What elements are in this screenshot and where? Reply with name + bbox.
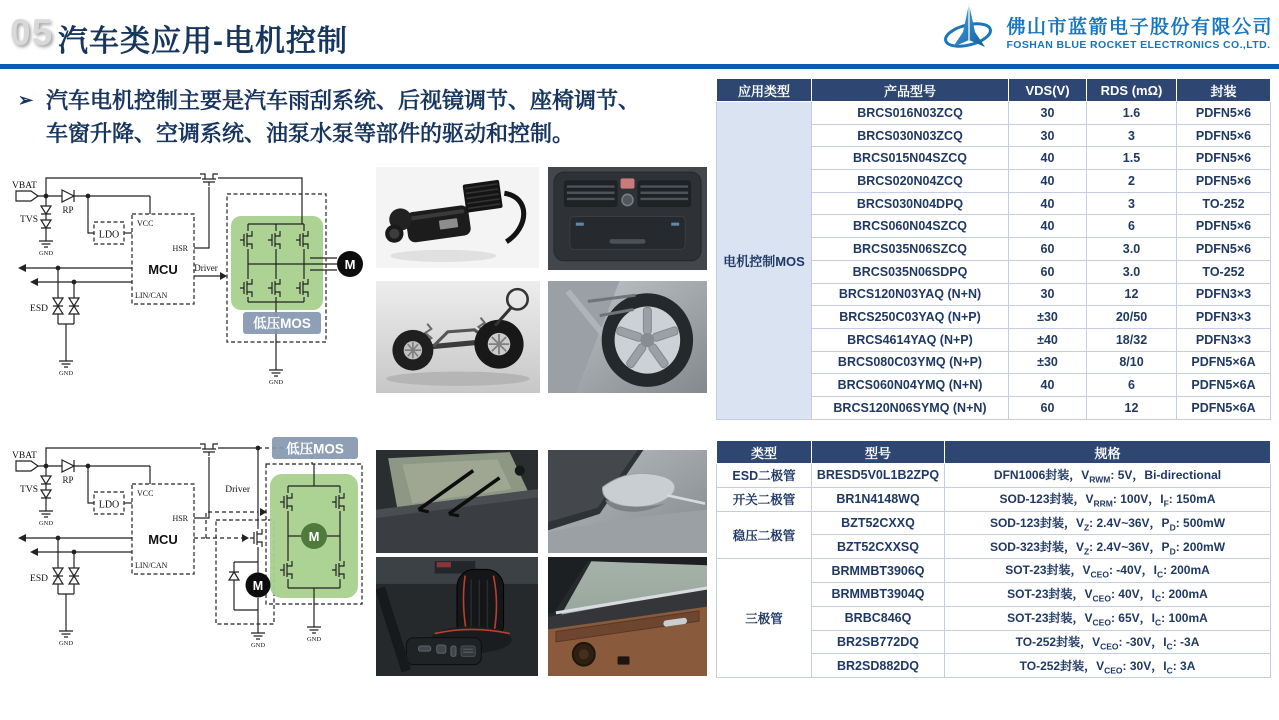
spec-cell: SOD-123封装，$V_Z$: 2.4V~36V，$P_D$: 500mW — [945, 511, 1271, 535]
table-cell: PDFN5×6 — [1177, 170, 1271, 193]
table-cell: TO-252 — [1177, 260, 1271, 283]
spec-cell: SOD-123封装，$V_{RRM}$: 100V，$I_F$: 150mA — [945, 487, 1271, 511]
model-cell: BRESD5V0L1B2ZPQ — [812, 464, 945, 488]
table-cell: BRCS060N04SZCQ — [812, 215, 1009, 238]
model-cell: BZT52CXXSQ — [812, 535, 945, 559]
photo-power-adjustable-seat — [376, 557, 538, 676]
table-row — [717, 511, 1271, 535]
photo-wheel-brake-assembly — [548, 281, 707, 393]
table-cell: BRCS030N03ZCQ — [812, 124, 1009, 147]
table-cell: 40 — [1009, 215, 1087, 238]
table-cell: 1.5 — [1087, 147, 1177, 170]
page-number: 05 — [10, 12, 54, 53]
table-cell: PDFN5×6A — [1177, 374, 1271, 397]
table-cell: 6 — [1087, 215, 1177, 238]
table-row — [717, 487, 1271, 511]
table-cell: 30 — [1009, 124, 1087, 147]
photo-car-chassis-suspension — [376, 281, 540, 393]
column-header: 应用类型 — [717, 79, 812, 102]
intro-line-2: 车窗升降、空调系统、油泵水泵等部件的驱动和控制。 — [46, 121, 575, 146]
spec-cell: SOD-323封装，$V_Z$: 2.4V~36V，$P_D$: 200mW — [945, 535, 1271, 559]
motor-control-3phase-diagram — [10, 162, 370, 426]
comp-table-body — [717, 464, 1271, 678]
gnd-label: GND — [268, 379, 284, 386]
mos-products-table — [716, 78, 1271, 420]
intro-paragraph — [18, 84, 718, 150]
table-cell: PDFN3×3 — [1177, 328, 1271, 351]
table-cell: PDFN3×3 — [1177, 283, 1271, 306]
table-cell: 3 — [1087, 124, 1177, 147]
table-cell: BRCS030N04DPQ — [812, 192, 1009, 215]
table-cell: ±30 — [1009, 351, 1087, 374]
hsr-label: HSR — [172, 244, 188, 253]
table-cell: 2 — [1087, 170, 1177, 193]
table-cell: 12 — [1087, 283, 1177, 306]
low-voltage-mos-label: 低压MOS — [286, 441, 344, 457]
tvs-label: TVS — [20, 215, 38, 225]
table-cell: BRCS080C03YMQ (N+P) — [812, 351, 1009, 374]
table-cell: BRCS035N06SDPQ — [812, 260, 1009, 283]
table-cell: 40 — [1009, 192, 1087, 215]
table-cell: BRCS060N04YMQ (N+N) — [812, 374, 1009, 397]
component-type-cell: 三极管 — [717, 559, 812, 678]
photo-dashboard-ac-vents — [548, 167, 707, 270]
esd-label: ESD — [30, 574, 48, 584]
lincan-label: LIN/CAN — [135, 291, 168, 300]
rp-label: RP — [62, 475, 74, 485]
hsr-label: HSR — [172, 514, 188, 523]
table-cell: 8/10 — [1087, 351, 1177, 374]
table-cell: BRCS020N04ZCQ — [812, 170, 1009, 193]
table-cell: 60 — [1009, 396, 1087, 419]
table-cell: 6 — [1087, 374, 1177, 397]
table-cell: 18/32 — [1087, 328, 1177, 351]
table-cell: 40 — [1009, 170, 1087, 193]
spec-cell: SOT-23封装，$V_{CEO}$: -40V，$I_C$: 200mA — [945, 559, 1271, 583]
esd-label: ESD — [30, 304, 48, 314]
photo-electric-water-pump — [376, 167, 539, 268]
column-header: 型号 — [812, 441, 945, 464]
lincan-label: LIN/CAN — [135, 561, 168, 570]
table-cell: TO-252 — [1177, 192, 1271, 215]
component-type-cell: ESD二极管 — [717, 464, 812, 488]
page-title: 汽车类应用-电机控制 — [58, 25, 348, 58]
ldo-label: LDO — [98, 229, 120, 241]
column-header: RDS (mΩ) — [1087, 79, 1177, 102]
table-cell: ±30 — [1009, 306, 1087, 329]
gnd-label: GND — [38, 250, 54, 257]
table-cell: 12 — [1087, 396, 1177, 419]
table-row — [717, 559, 1271, 583]
table-cell: 60 — [1009, 238, 1087, 261]
bullet-arrow-icon: ➢ — [18, 90, 34, 110]
column-header: 封装 — [1177, 79, 1271, 102]
motor-letter: M — [344, 257, 356, 272]
table-cell: BRCS016N03ZCQ — [812, 102, 1009, 125]
company-name-cn: 佛山市蓝箭电子股份有限公司 — [1006, 17, 1273, 38]
model-cell: BR2SD882DQ — [812, 654, 945, 678]
table-cell: 3.0 — [1087, 238, 1177, 261]
table-cell: 3.0 — [1087, 260, 1177, 283]
gnd-label: GND — [306, 636, 322, 643]
vbat-label: VBAT — [12, 181, 37, 191]
table-cell: BRCS015N04SZCQ — [812, 147, 1009, 170]
photo-side-rearview-mirror — [548, 450, 707, 553]
photo-windshield-wipers — [376, 450, 538, 553]
table-cell: PDFN5×6A — [1177, 351, 1271, 374]
discrete-components-table — [716, 440, 1271, 678]
table-cell: PDFN5×6 — [1177, 215, 1271, 238]
table-cell: 30 — [1009, 102, 1087, 125]
mcu-label: MCU — [148, 262, 178, 277]
spec-cell: TO-252封装，$V_{CEO}$: -30V，$I_C$: -3A — [945, 630, 1271, 654]
table-cell: 40 — [1009, 147, 1087, 170]
table-cell: PDFN3×3 — [1177, 306, 1271, 329]
ldo-label: LDO — [98, 499, 120, 511]
gnd-label: GND — [250, 642, 266, 649]
mos-table-body — [717, 102, 1271, 420]
table-cell: ±40 — [1009, 328, 1087, 351]
driver-label: Driver — [225, 485, 250, 495]
table-cell: PDFN5×6 — [1177, 147, 1271, 170]
mcu-label: MCU — [148, 532, 178, 547]
gnd-label: GND — [58, 640, 74, 647]
table-row — [717, 464, 1271, 488]
column-header: 类型 — [717, 441, 812, 464]
table-cell: BRCS120N03YAQ (N+N) — [812, 283, 1009, 306]
column-header: VDS(V) — [1009, 79, 1087, 102]
motor-control-hbridge-diagram — [10, 432, 370, 714]
motor-letter: M — [308, 529, 320, 544]
photo-door-panel-window — [548, 557, 707, 676]
model-cell: BRMMBT3906Q — [812, 559, 945, 583]
vbat-label: VBAT — [12, 451, 37, 461]
table-cell: 20/50 — [1087, 306, 1177, 329]
table-cell: 40 — [1009, 374, 1087, 397]
intro-line-1: 汽车电机控制主要是汽车雨刮系统、后视镜调节、座椅调节、 — [46, 88, 641, 113]
model-cell: BRBC846Q — [812, 606, 945, 630]
tvs-label: TVS — [20, 485, 38, 495]
table-cell: BRCS120N06SYMQ (N+N) — [812, 396, 1009, 419]
column-header: 规格 — [945, 441, 1271, 464]
spec-cell: DFN1006封装，$V_{RWM}$: 5V，Bi-directional — [945, 464, 1271, 488]
table-cell: 3 — [1087, 192, 1177, 215]
company-logo — [938, 2, 1273, 67]
component-type-cell: 稳压二极管 — [717, 511, 812, 559]
table-cell: 30 — [1009, 283, 1087, 306]
table-cell: BRCS4614YAQ (N+P) — [812, 328, 1009, 351]
model-cell: BR2SB772DQ — [812, 630, 945, 654]
low-voltage-mos-label: 低压MOS — [253, 316, 311, 331]
mos-table-header-row — [717, 79, 1271, 102]
table-cell: PDFN5×6A — [1177, 396, 1271, 419]
rp-label: RP — [62, 205, 74, 215]
spec-cell: SOT-23封装，$V_{CEO}$: 65V，$I_C$: 100mA — [945, 606, 1271, 630]
table-cell: PDFN5×6 — [1177, 238, 1271, 261]
comp-table-header-row — [717, 441, 1271, 464]
table-cell: PDFN5×6 — [1177, 124, 1271, 147]
table-cell: 1.6 — [1087, 102, 1177, 125]
table-cell: PDFN5×6 — [1177, 102, 1271, 125]
gnd-label: GND — [58, 370, 74, 377]
mos-category-cell: 电机控制MOS — [717, 102, 812, 420]
table-row — [717, 102, 1271, 125]
table-cell: 60 — [1009, 260, 1087, 283]
spec-cell: TO-252封装，$V_{CEO}$: 30V，$I_C$: 3A — [945, 654, 1271, 678]
column-header: 产品型号 — [812, 79, 1009, 102]
company-name-en: FOSHAN BLUE ROCKET ELECTRONICS CO.,LTD. — [1006, 39, 1271, 51]
vcc-label: VCC — [137, 219, 154, 228]
blue-rocket-icon — [938, 2, 1000, 67]
table-cell: BRCS250C03YAQ (N+P) — [812, 306, 1009, 329]
spec-cell: SOT-23封装，$V_{CEO}$: 40V，$I_C$: 200mA — [945, 582, 1271, 606]
model-cell: BRMMBT3904Q — [812, 582, 945, 606]
driver-label: Driver — [194, 263, 218, 273]
component-type-cell: 开关二极管 — [717, 487, 812, 511]
model-cell: BR1N4148WQ — [812, 487, 945, 511]
vcc-label: VCC — [137, 489, 154, 498]
motor-letter: M — [252, 579, 264, 593]
table-cell: BRCS035N06SZCQ — [812, 238, 1009, 261]
gnd-label: GND — [38, 520, 54, 527]
model-cell: BZT52CXXQ — [812, 511, 945, 535]
